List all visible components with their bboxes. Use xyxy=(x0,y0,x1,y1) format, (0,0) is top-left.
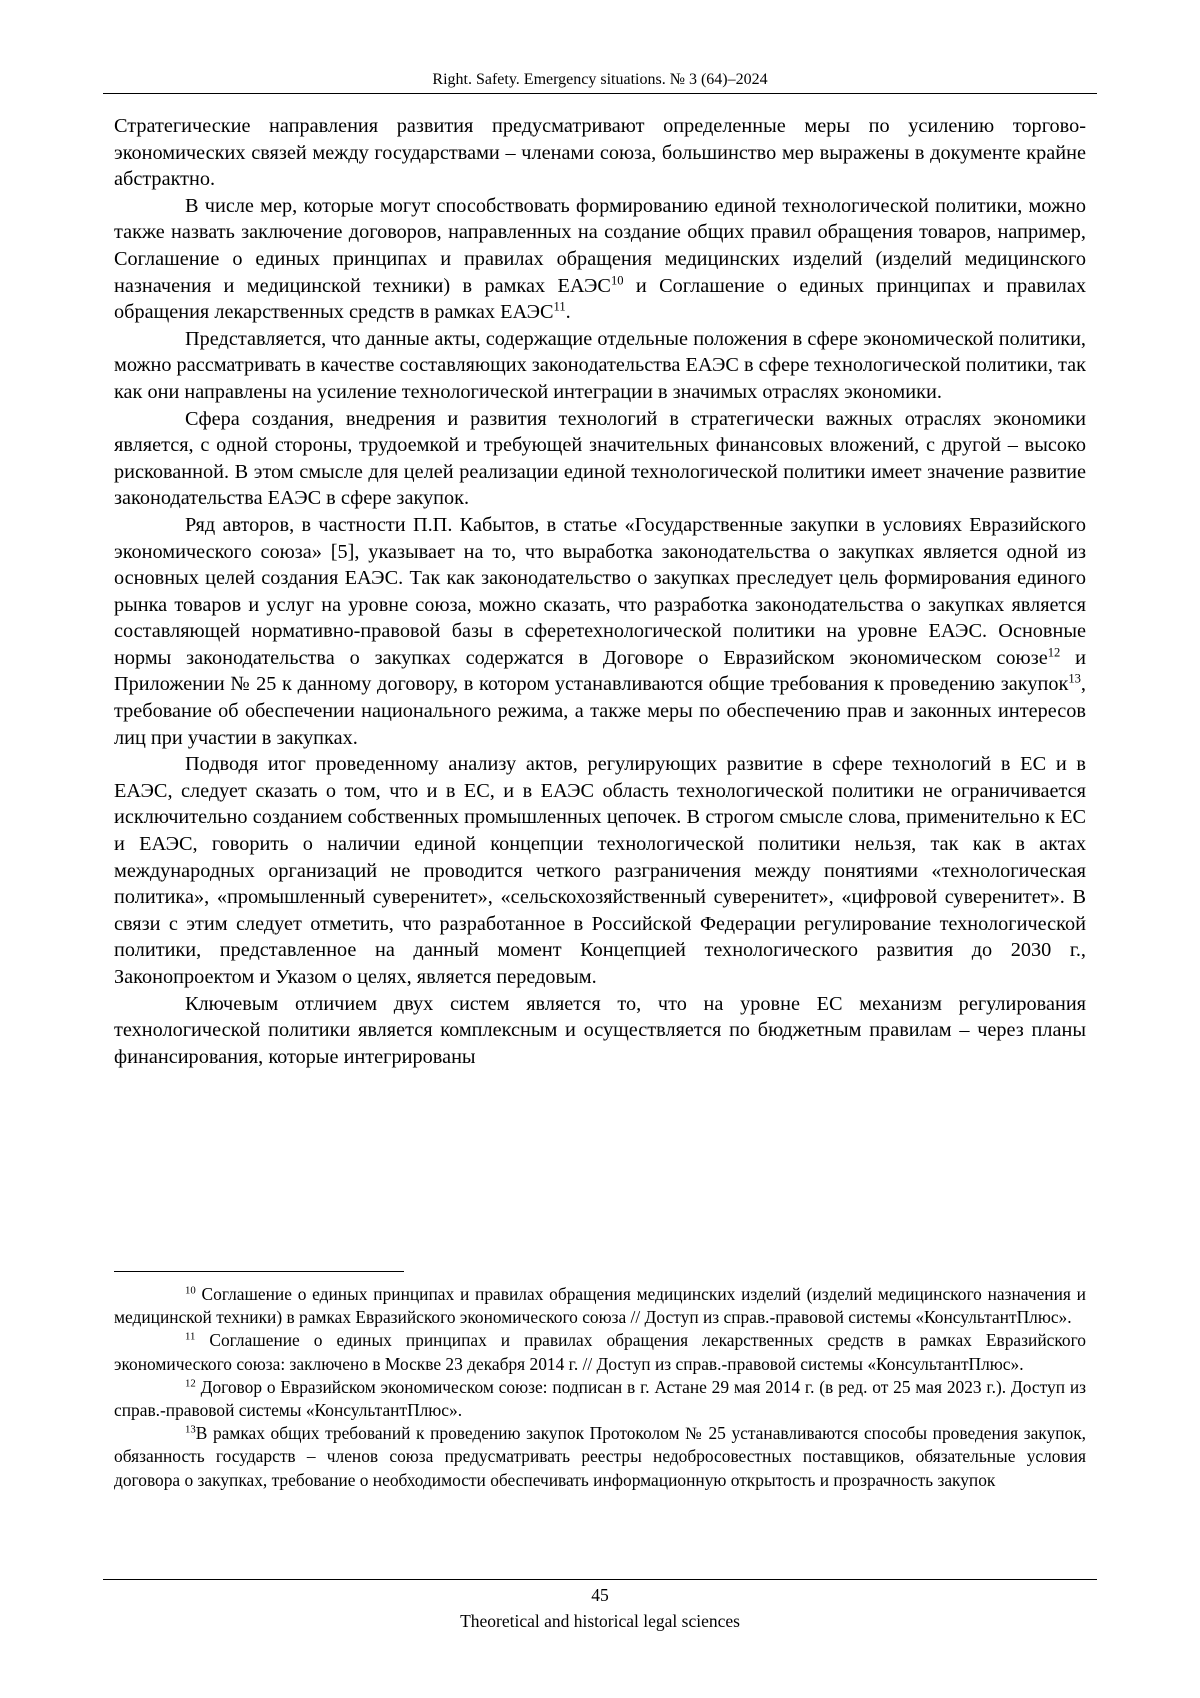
paragraph-5-part-b: и Приложении № 25 к данному договору, в котором устанавливаются общие требования к проведению закупок xyxy=(114,646,1086,696)
paragraph-2 xyxy=(114,193,1086,326)
footnote-ref-10[interactable]: 10 xyxy=(610,273,624,288)
footnote-text: Соглашение о единых принципах и правилах обращения лекарственных средств в рамках Евразийского экономического союза: заключено в Москве 23 декабря 2014 г. // Доступ из справ.-правовой системы «КонсультантПлюс». xyxy=(114,1330,1086,1374)
paragraph-7: Ключевым отличием двух систем является то, что на уровне ЕС механизм регулирования технологической политики является комплексным и осуществляется по бюджетным правилам – через планы финансирования, которые интегрированы xyxy=(114,992,1086,1068)
footnote-text: В рамках общих требований к проведению закупок Протоколом № 25 устанавливаются способы проведения закупок, обязанность государств – членов союза предусматривать реестры недобросовестных поставщиков, обязательные условия договора о закупках, требование о необходимости обеспечивать информационную открытость и прозрачность закупок xyxy=(114,1423,1086,1490)
paragraph-2-part-b: и Соглашение о единых принципах и правилах обращения лекарственных средств в рамках ЕАЭС xyxy=(114,274,1087,324)
footnote-13 xyxy=(114,1422,1086,1492)
paragraph-6: Подводя итог проведенному анализу актов, регулирующих развитие в сфере технологий в ЕС и в ЕАЭС, следует сказать о том, что и в ЕС, и в ЕАЭС область технологической политики не ограничивается исключительно созданием собственных промышленных цепочек. В строгом смысле слова, применительно к ЕС и ЕАЭС, говорить о наличии единой концепции технологической политики нельзя, так как в актах международных организаций не проводится четкого разграничения между понятиями «технологическая политика», «промышленный суверенитет», «сельскохозяйственный суверенитет», «цифровой суверенитет». В связи с этим следует отметить, что разработанное в Российской Федерации регулирование технологической политики, представленное на данный момент Концепцией технологического развития до 2030 г., Законопроектом и Указом о целях, является передовым. xyxy=(114,753,1086,988)
footnote-number: 13 xyxy=(185,1423,196,1436)
footnote-text: Соглашение о единых принципах и правилах обращения медицинских изделий (изделий медицинского назначения и медицинской техники) в рамках Евразийского экономического союза // Доступ из справ.-правовой системы «КонсультантПлюс». xyxy=(114,1284,1086,1328)
paragraph-4: Сфера создания, внедрения и развития технологий в стратегически важных отраслях экономики является, с одной стороны, трудоемкой и требующей значительных финансовых вложений, с другой – высоко рискованной. В этом смысле для целей реализации единой технологической политики имеет значение развитие законодательства ЕАЭС в сфере закупок. xyxy=(114,407,1086,510)
paragraph-2-part-a: В числе мер, которые могут способствовать формированию единой технологической политики, можно также назвать заключение договоров, направленных на создание общих правил обращения товаров, например, Соглашение о единых принципах и правилах обращения медицинских изделий (изделий медицинского назначения и медицинской техники) в рамках ЕАЭС xyxy=(114,194,1086,297)
paragraph-2-part-c: . xyxy=(565,301,571,324)
footnote-number: 12 xyxy=(185,1377,196,1390)
running-footer: Theoretical and historical legal sciences xyxy=(460,1611,740,1631)
page-number: 45 xyxy=(591,1585,609,1605)
main-text xyxy=(114,113,1086,1070)
footnote-10 xyxy=(114,1283,1086,1329)
footnote-ref-13[interactable]: 13 xyxy=(1068,671,1081,686)
running-header: Right. Safety. Emergency situations. № 3 (64)–2024 xyxy=(432,71,768,88)
paragraph-5-part-a: Ряд авторов, в частности П.П. Кабытов, в статье «Государственные закупки в условиях Евразийского экономического союза» [5], указывает на то, что выработка законодательства о закупках является одной из основных целей создания ЕАЭС. Так как законодательство о закупках преследует цель формирования единого рынка товаров и услуг на уровне союза, можно сказать, что разработка законодательства о закупках является составляющей нормативно-правовой базы в сферетехнологической политики на уровне ЕАЭС. Основные нормы законодательства о закупках содержатся в Договоре о Евразийском экономическом союзе xyxy=(114,513,1086,669)
header-rule xyxy=(103,93,1097,94)
paragraph-1: Стратегические направления развития предусматривают определенные меры по усилению торгово-экономических связей между государствами – членами союза, большинство мер выражены в документе крайне абстрактно. xyxy=(114,115,1086,191)
footer-rule xyxy=(103,1579,1097,1580)
footnote-12 xyxy=(114,1376,1086,1422)
footnote-separator xyxy=(114,1271,404,1272)
footnote-11 xyxy=(114,1329,1086,1375)
footnote-number: 11 xyxy=(185,1330,196,1343)
paragraph-5-part-c: , требование об обеспечении национального режима, а также меры по обеспечению прав и законных интересов лиц при участии в закупках. xyxy=(114,673,1086,749)
footnote-text: Договор о Евразийском экономическом союзе: подписан в г. Астане 29 мая 2014 г. (в ред. от 25 мая 2023 г.). Доступ из справ.-правовой системы «КонсультантПлюс». xyxy=(114,1376,1086,1421)
footnotes xyxy=(114,1283,1086,1492)
footnote-ref-11[interactable]: 11 xyxy=(553,299,566,314)
footnote-ref-12[interactable]: 12 xyxy=(1047,645,1061,660)
paragraph-5 xyxy=(114,512,1086,751)
footnote-number: 10 xyxy=(185,1284,196,1297)
paragraph-3: Представляется, что данные акты, содержащие отдельные положения в сфере экономической политики, можно рассматривать в качестве составляющих законодательства ЕАЭС в сфере технологической политики, так как они направлены на усиление технологической интеграции в значимых отраслях экономики. xyxy=(114,327,1086,403)
